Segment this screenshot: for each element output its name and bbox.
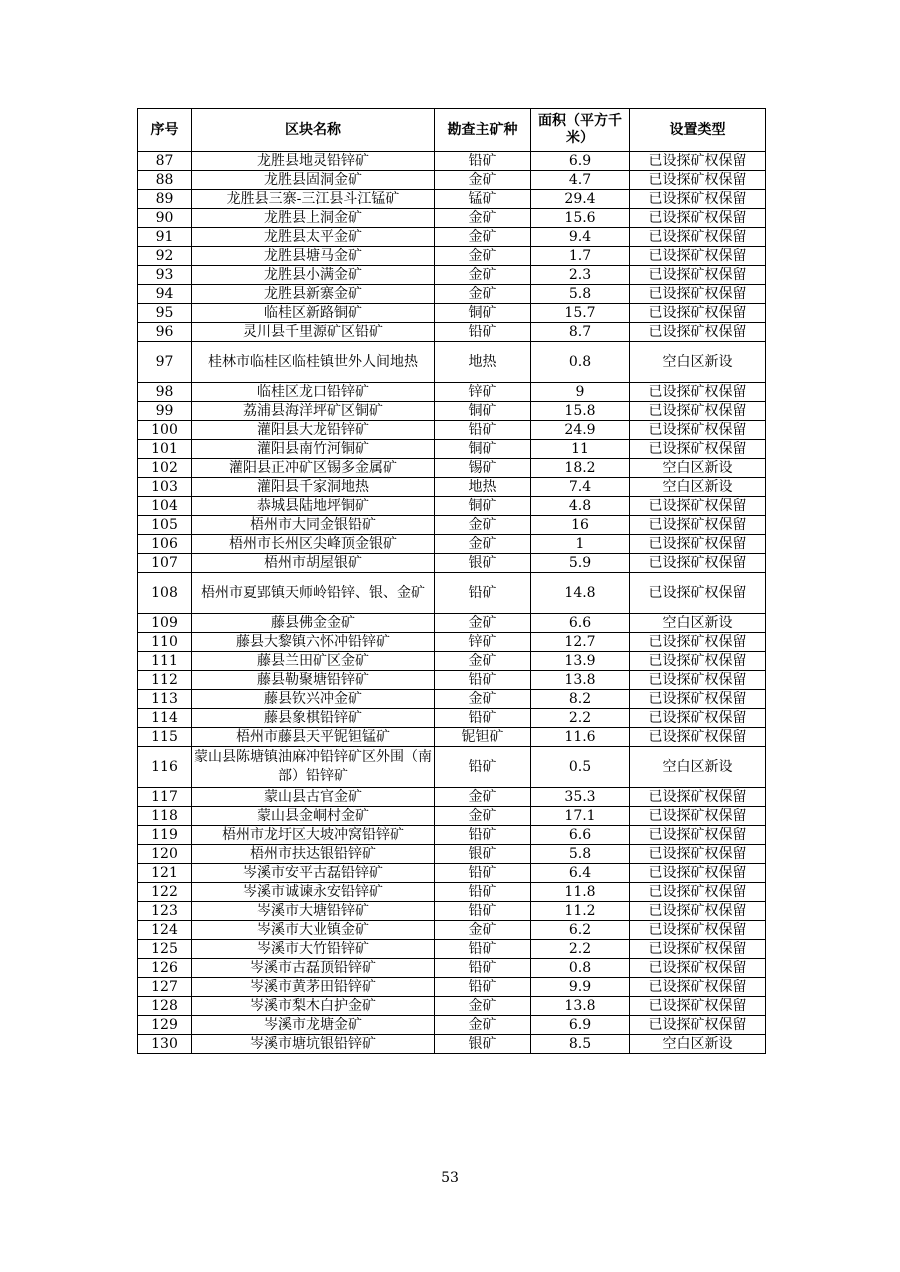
cell-seq: 117 [138,788,192,807]
cell-name: 龙胜县三寨-三江县斗江锰矿 [192,190,435,209]
cell-type: 已设探矿权保留 [630,304,766,323]
table-row [138,247,766,266]
cell-name: 岑溪市诚谏永安铅锌矿 [192,883,435,902]
cell-seq: 106 [138,535,192,554]
cell-name: 蒙山县古官金矿 [192,788,435,807]
cell-seq: 92 [138,247,192,266]
cell-seq: 98 [138,383,192,402]
cell-seq: 130 [138,1035,192,1054]
cell-name: 龙胜县小满金矿 [192,266,435,285]
cell-seq: 100 [138,421,192,440]
table-row [138,671,766,690]
cell-area: 11.6 [531,728,630,747]
cell-name: 梧州市夏郢镇天师岭铅锌、银、金矿 [192,573,435,614]
cell-mineral: 铅矿 [435,978,531,997]
cell-seq: 109 [138,614,192,633]
cell-mineral: 金矿 [435,997,531,1016]
cell-mineral: 铅矿 [435,747,531,788]
cell-name: 岑溪市大塘铅锌矿 [192,902,435,921]
cell-name: 藤县大黎镇六怀冲铅锌矿 [192,633,435,652]
cell-area: 8.5 [531,1035,630,1054]
cell-seq: 113 [138,690,192,709]
cell-mineral: 铜矿 [435,497,531,516]
cell-area: 8.7 [531,323,630,342]
table-row [138,728,766,747]
cell-seq: 89 [138,190,192,209]
cell-type: 已设探矿权保留 [630,807,766,826]
cell-mineral: 铜矿 [435,440,531,459]
cell-name: 岑溪市古磊顶铅锌矿 [192,959,435,978]
cell-mineral: 铅矿 [435,902,531,921]
cell-seq: 99 [138,402,192,421]
cell-area: 15.8 [531,402,630,421]
cell-name: 岑溪市大业镇金矿 [192,921,435,940]
cell-name: 龙胜县新寨金矿 [192,285,435,304]
cell-area: 8.2 [531,690,630,709]
table-row [138,171,766,190]
cell-type: 已设探矿权保留 [630,383,766,402]
table-row [138,747,766,788]
cell-mineral: 锡矿 [435,459,531,478]
cell-name: 龙胜县塘马金矿 [192,247,435,266]
cell-area: 9.9 [531,978,630,997]
cell-type: 已设探矿权保留 [630,902,766,921]
cell-mineral: 地热 [435,478,531,497]
cell-area: 1 [531,535,630,554]
cell-name: 桂林市临桂区临桂镇世外人间地热 [192,342,435,383]
cell-mineral: 铅矿 [435,883,531,902]
cell-type: 已设探矿权保留 [630,978,766,997]
cell-area: 0.8 [531,342,630,383]
page-number: 53 [441,1170,459,1186]
cell-name: 梧州市胡屋银矿 [192,554,435,573]
cell-seq: 124 [138,921,192,940]
cell-name: 龙胜县固洞金矿 [192,171,435,190]
cell-mineral: 铌钽矿 [435,728,531,747]
cell-mineral: 铅矿 [435,709,531,728]
cell-type: 已设探矿权保留 [630,1016,766,1035]
cell-name: 藤县勒聚塘铅锌矿 [192,671,435,690]
cell-name: 龙胜县上洞金矿 [192,209,435,228]
cell-name: 藤县兰田矿区金矿 [192,652,435,671]
table-row [138,573,766,614]
cell-seq: 112 [138,671,192,690]
cell-area: 5.8 [531,845,630,864]
cell-type: 已设探矿权保留 [630,788,766,807]
cell-type: 已设探矿权保留 [630,652,766,671]
cell-area: 6.4 [531,864,630,883]
cell-type: 已设探矿权保留 [630,728,766,747]
cell-area: 15.6 [531,209,630,228]
cell-name: 梧州市扶达银铅锌矿 [192,845,435,864]
cell-area: 15.7 [531,304,630,323]
table-row [138,883,766,902]
cell-seq: 97 [138,342,192,383]
table-row [138,845,766,864]
cell-type: 已设探矿权保留 [630,535,766,554]
table-row [138,807,766,826]
table-row [138,516,766,535]
cell-mineral: 铅矿 [435,959,531,978]
header-mineral: 勘查主矿种 [435,109,531,152]
cell-name: 蒙山县陈塘镇油麻冲铅锌矿区外围（南部）铅锌矿 [192,747,435,788]
cell-seq: 119 [138,826,192,845]
cell-name: 灌阳县千家洞地热 [192,478,435,497]
table-row [138,997,766,1016]
cell-seq: 123 [138,902,192,921]
cell-seq: 102 [138,459,192,478]
cell-type: 已设探矿权保留 [630,323,766,342]
cell-name: 灵川县千里源矿区铅矿 [192,323,435,342]
cell-mineral: 铅矿 [435,940,531,959]
cell-seq: 122 [138,883,192,902]
table-row [138,959,766,978]
cell-area: 9 [531,383,630,402]
cell-seq: 110 [138,633,192,652]
cell-mineral: 金矿 [435,516,531,535]
table-row [138,285,766,304]
cell-mineral: 金矿 [435,535,531,554]
cell-area: 11.8 [531,883,630,902]
cell-area: 18.2 [531,459,630,478]
cell-name: 岑溪市龙塘金矿 [192,1016,435,1035]
cell-area: 11.2 [531,902,630,921]
cell-seq: 108 [138,573,192,614]
cell-type: 已设探矿权保留 [630,247,766,266]
cell-type: 空白区新设 [630,342,766,383]
cell-type: 空白区新设 [630,747,766,788]
table-row [138,1016,766,1035]
cell-seq: 125 [138,940,192,959]
cell-mineral: 银矿 [435,845,531,864]
cell-seq: 107 [138,554,192,573]
cell-area: 5.9 [531,554,630,573]
cell-type: 已设探矿权保留 [630,921,766,940]
cell-name: 灌阳县大龙铅锌矿 [192,421,435,440]
cell-mineral: 铜矿 [435,304,531,323]
header-area: 面积（平方千米） [531,109,630,152]
cell-mineral: 金矿 [435,652,531,671]
table-row [138,266,766,285]
cell-seq: 129 [138,1016,192,1035]
table-row [138,978,766,997]
mining-block-table [137,108,766,1054]
cell-area: 2.3 [531,266,630,285]
table-row [138,152,766,171]
cell-type: 已设探矿权保留 [630,266,766,285]
table-row [138,478,766,497]
cell-type: 空白区新设 [630,1035,766,1054]
cell-name: 藤县象棋铅锌矿 [192,709,435,728]
header-seq: 序号 [138,109,192,152]
cell-seq: 90 [138,209,192,228]
table-row [138,190,766,209]
cell-mineral: 金矿 [435,807,531,826]
header-name: 区块名称 [192,109,435,152]
cell-area: 6.9 [531,1016,630,1035]
table-row [138,902,766,921]
cell-type: 已设探矿权保留 [630,845,766,864]
cell-type: 已设探矿权保留 [630,940,766,959]
table-row [138,709,766,728]
cell-type: 已设探矿权保留 [630,633,766,652]
cell-mineral: 锰矿 [435,190,531,209]
cell-name: 岑溪市大竹铅锌矿 [192,940,435,959]
cell-area: 0.5 [531,747,630,788]
cell-name: 梧州市大同金银铅矿 [192,516,435,535]
cell-name: 临桂区龙口铅锌矿 [192,383,435,402]
cell-mineral: 铅矿 [435,421,531,440]
cell-area: 29.4 [531,190,630,209]
table-row [138,383,766,402]
cell-mineral: 铅矿 [435,826,531,845]
cell-area: 35.3 [531,788,630,807]
cell-seq: 116 [138,747,192,788]
cell-type: 已设探矿权保留 [630,421,766,440]
table-row [138,497,766,516]
cell-name: 梧州市龙圩区大坡冲窝铅锌矿 [192,826,435,845]
table-row [138,788,766,807]
cell-mineral: 地热 [435,342,531,383]
cell-seq: 91 [138,228,192,247]
table-row [138,633,766,652]
table-row [138,614,766,633]
cell-name: 龙胜县地灵铅锌矿 [192,152,435,171]
cell-mineral: 金矿 [435,614,531,633]
cell-name: 岑溪市黄茅田铅锌矿 [192,978,435,997]
table-row [138,554,766,573]
table-header-row [138,109,766,152]
cell-type: 已设探矿权保留 [630,573,766,614]
cell-mineral: 铜矿 [435,402,531,421]
cell-mineral: 金矿 [435,285,531,304]
cell-mineral: 银矿 [435,1035,531,1054]
cell-area: 6.2 [531,921,630,940]
cell-seq: 105 [138,516,192,535]
cell-area: 1.7 [531,247,630,266]
cell-area: 13.8 [531,671,630,690]
table-row [138,864,766,883]
cell-seq: 127 [138,978,192,997]
table-row [138,1035,766,1054]
cell-area: 4.7 [531,171,630,190]
table-row [138,535,766,554]
cell-area: 5.8 [531,285,630,304]
table-row [138,342,766,383]
cell-mineral: 金矿 [435,921,531,940]
cell-area: 11 [531,440,630,459]
table-row [138,228,766,247]
cell-mineral: 铅矿 [435,152,531,171]
cell-seq: 111 [138,652,192,671]
cell-seq: 121 [138,864,192,883]
cell-name: 灌阳县正冲矿区锡多金属矿 [192,459,435,478]
cell-seq: 115 [138,728,192,747]
cell-type: 已设探矿权保留 [630,709,766,728]
cell-type: 已设探矿权保留 [630,864,766,883]
cell-name: 岑溪市梨木白护金矿 [192,997,435,1016]
cell-type: 已设探矿权保留 [630,516,766,535]
table-row [138,440,766,459]
cell-mineral: 银矿 [435,554,531,573]
header-type: 设置类型 [630,109,766,152]
cell-mineral: 锌矿 [435,383,531,402]
cell-mineral: 金矿 [435,247,531,266]
cell-mineral: 锌矿 [435,633,531,652]
cell-type: 已设探矿权保留 [630,554,766,573]
cell-type: 已设探矿权保留 [630,228,766,247]
cell-type: 已设探矿权保留 [630,690,766,709]
cell-area: 12.7 [531,633,630,652]
cell-name: 藤县佛金金矿 [192,614,435,633]
cell-type: 已设探矿权保留 [630,440,766,459]
cell-mineral: 金矿 [435,228,531,247]
cell-seq: 101 [138,440,192,459]
cell-name: 蒙山县金峒村金矿 [192,807,435,826]
cell-area: 13.8 [531,997,630,1016]
cell-seq: 94 [138,285,192,304]
cell-area: 14.8 [531,573,630,614]
cell-type: 已设探矿权保留 [630,171,766,190]
cell-mineral: 铅矿 [435,671,531,690]
cell-type: 已设探矿权保留 [630,671,766,690]
cell-name: 岑溪市塘坑银铅锌矿 [192,1035,435,1054]
cell-type: 空白区新设 [630,614,766,633]
cell-type: 已设探矿权保留 [630,285,766,304]
table-row [138,826,766,845]
cell-seq: 118 [138,807,192,826]
table-row [138,921,766,940]
cell-seq: 88 [138,171,192,190]
cell-mineral: 金矿 [435,209,531,228]
table-row [138,323,766,342]
cell-area: 2.2 [531,709,630,728]
cell-area: 0.8 [531,959,630,978]
cell-type: 已设探矿权保留 [630,497,766,516]
cell-type: 空白区新设 [630,459,766,478]
cell-type: 已设探矿权保留 [630,883,766,902]
cell-area: 9.4 [531,228,630,247]
cell-mineral: 金矿 [435,690,531,709]
cell-type: 已设探矿权保留 [630,997,766,1016]
cell-name: 恭城县陆地坪铜矿 [192,497,435,516]
cell-type: 已设探矿权保留 [630,959,766,978]
cell-seq: 128 [138,997,192,1016]
cell-area: 6.6 [531,826,630,845]
cell-type: 已设探矿权保留 [630,209,766,228]
table-row [138,304,766,323]
cell-area: 2.2 [531,940,630,959]
table-row [138,652,766,671]
cell-type: 已设探矿权保留 [630,152,766,171]
table-row [138,209,766,228]
cell-name: 梧州市藤县天平铌钽锰矿 [192,728,435,747]
cell-area: 16 [531,516,630,535]
cell-seq: 114 [138,709,192,728]
cell-area: 24.9 [531,421,630,440]
cell-name: 龙胜县太平金矿 [192,228,435,247]
cell-type: 已设探矿权保留 [630,190,766,209]
cell-area: 6.6 [531,614,630,633]
table-row [138,402,766,421]
cell-mineral: 铅矿 [435,573,531,614]
cell-type: 已设探矿权保留 [630,826,766,845]
cell-name: 岑溪市安平古磊铅锌矿 [192,864,435,883]
table-row [138,421,766,440]
cell-mineral: 金矿 [435,788,531,807]
cell-mineral: 金矿 [435,1016,531,1035]
cell-name: 梧州市长州区尖峰顶金银矿 [192,535,435,554]
cell-mineral: 铅矿 [435,323,531,342]
cell-seq: 96 [138,323,192,342]
table-row [138,459,766,478]
cell-name: 荔浦县海洋坪矿区铜矿 [192,402,435,421]
table-row [138,940,766,959]
cell-area: 17.1 [531,807,630,826]
cell-seq: 95 [138,304,192,323]
cell-area: 4.8 [531,497,630,516]
cell-seq: 103 [138,478,192,497]
cell-type: 已设探矿权保留 [630,402,766,421]
cell-mineral: 铅矿 [435,864,531,883]
cell-mineral: 金矿 [435,171,531,190]
cell-name: 临桂区新路铜矿 [192,304,435,323]
cell-area: 13.9 [531,652,630,671]
cell-name: 藤县钦兴冲金矿 [192,690,435,709]
cell-area: 7.4 [531,478,630,497]
table-row [138,690,766,709]
cell-type: 空白区新设 [630,478,766,497]
cell-seq: 104 [138,497,192,516]
cell-name: 灌阳县南竹河铜矿 [192,440,435,459]
cell-seq: 87 [138,152,192,171]
cell-area: 6.9 [531,152,630,171]
cell-seq: 126 [138,959,192,978]
cell-mineral: 金矿 [435,266,531,285]
cell-seq: 93 [138,266,192,285]
cell-seq: 120 [138,845,192,864]
